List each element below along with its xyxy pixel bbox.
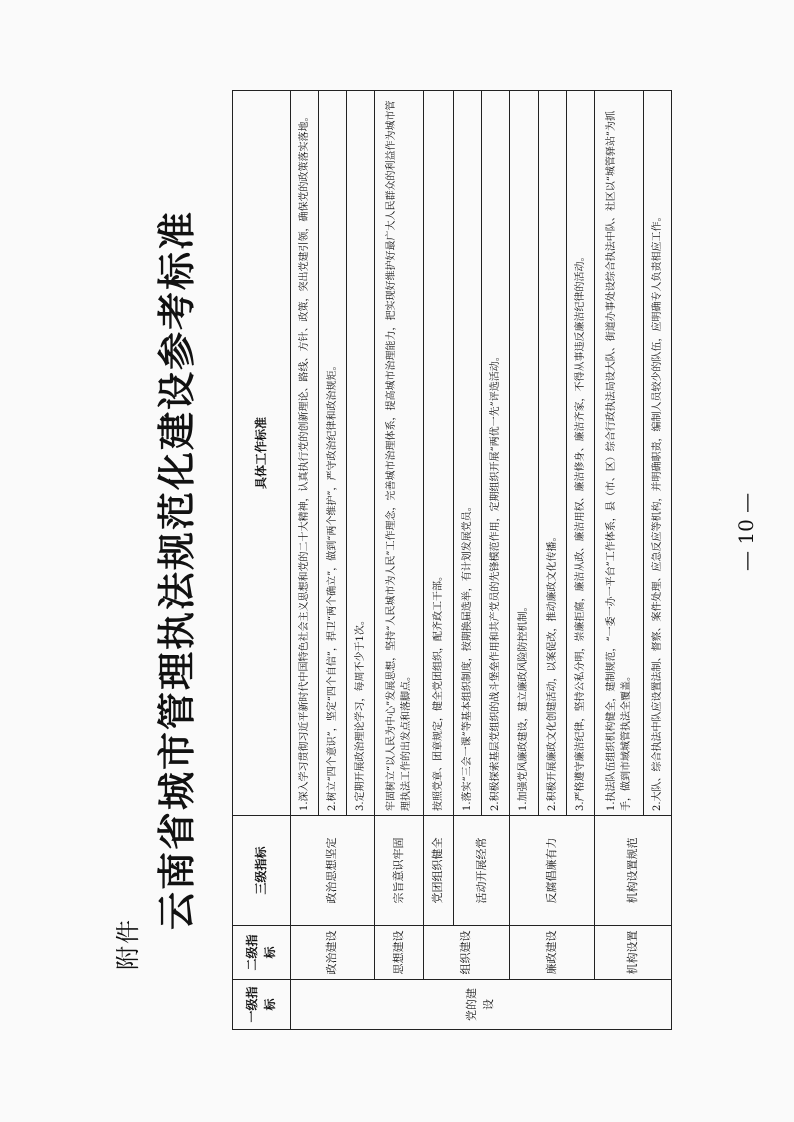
standard-cell: 1.落实“三会一课”等基本组织制度，按期换届选举，有计划发展党员。 — [454, 91, 482, 816]
standard-cell: 2.大队、综合执法中队应设置法制、督察、案件处理、应急反应等机构，并明确职责，编制人员较少的队伍，应明确专人负责相应工作。 — [643, 91, 671, 816]
header-level2: 二级指标 — [233, 926, 291, 980]
level3-anticorruption: 反腐倡廉有力 — [510, 816, 594, 926]
standard-cell: 3.定期开展政治理论学习，每周不少于1次。 — [346, 91, 374, 816]
table-row — [594, 91, 643, 1030]
standard-cell: 2.树立“四个意识”，坚定“四个自信”，捍卫“两个确立”，做到“两个维护”，严守政治纪律和政治规矩。 — [318, 91, 346, 816]
standard-cell: 1.执法队伍组织机构健全，建制规范，“一委一办一平台”工作体系，县（市、区）综合行政执法局设大队、街道办事处设综合执法中队、社区以“城管驿站”为抓手，做到市域城管执法全覆盖。 — [594, 91, 643, 816]
table-row — [424, 91, 454, 1030]
level3-institution-norm: 机构设置规范 — [594, 816, 671, 926]
level2-integrity: 廉政建设 — [510, 926, 594, 980]
level2-organizational: 组织建设 — [424, 926, 510, 980]
standards-table-rotated — [232, 90, 672, 1030]
header-standard: 具体工作标准 — [233, 91, 291, 816]
table-row — [454, 91, 482, 1030]
level2-political: 政治建设 — [290, 926, 374, 980]
table-header-row — [233, 91, 291, 1030]
level3-political-stance: 政治思想坚定 — [290, 816, 374, 926]
standard-cell: 牢固树立“以人民为中心”发展思想，坚持“人民城市为人民”工作理念，完善城市治理体系，提高城市治理能力，把实现好维护好最广大人民群众的利益作为城市管理执法工作的出发点和落脚点。 — [374, 91, 423, 816]
level2-ideological: 思想建设 — [374, 926, 423, 980]
header-level3: 三级指标 — [233, 816, 291, 926]
level1-party: 党的建设 — [290, 980, 671, 1030]
level3-activities: 活动开展经常 — [454, 816, 510, 926]
level2-institution: 机构设置 — [594, 926, 671, 980]
document-title: 云南省城市管理执法规范化建设参考标准 — [154, 209, 199, 930]
level3-org-sound: 党团组织健全 — [424, 816, 454, 926]
standard-cell: 2.积极探索基层党组织的战斗堡垒作用和共产党员的先锋模范作用，定期组织开展“两优一先”评选活动。 — [482, 91, 510, 816]
standard-cell: 2.积极开展廉政文化创建活动，以案促改，推动廉政文化传播。 — [538, 91, 566, 816]
level3-purpose: 宗旨意识牢固 — [374, 816, 423, 926]
header-level1: 一级指标 — [233, 980, 291, 1030]
table-row — [510, 91, 538, 1030]
annex-label: 附件 — [114, 918, 142, 970]
table-row — [374, 91, 423, 1030]
standard-cell: 1.深入学习贯彻习近平新时代中国特色社会主义思想和党的二十大精神，认真执行党的创新理论、路线、方针、政策，突出党建引领，确保党的政策落实落地。 — [290, 91, 318, 816]
standard-cell: 3.严格遵守廉洁纪律，坚持公私分明，崇廉拒腐，廉洁从政、廉洁用权、廉洁修身、廉洁齐家，不得从事违反廉洁纪律的活动。 — [566, 91, 594, 816]
page-number: — 10 — — [734, 492, 758, 571]
standard-cell: 1.加强党风廉政建设，建立廉政风险防控机制。 — [510, 91, 538, 816]
table-row — [290, 91, 318, 1030]
standards-table — [232, 90, 672, 1030]
standard-cell: 按照党章、团章规定，健全党团组织，配齐政工干部。 — [424, 91, 454, 816]
